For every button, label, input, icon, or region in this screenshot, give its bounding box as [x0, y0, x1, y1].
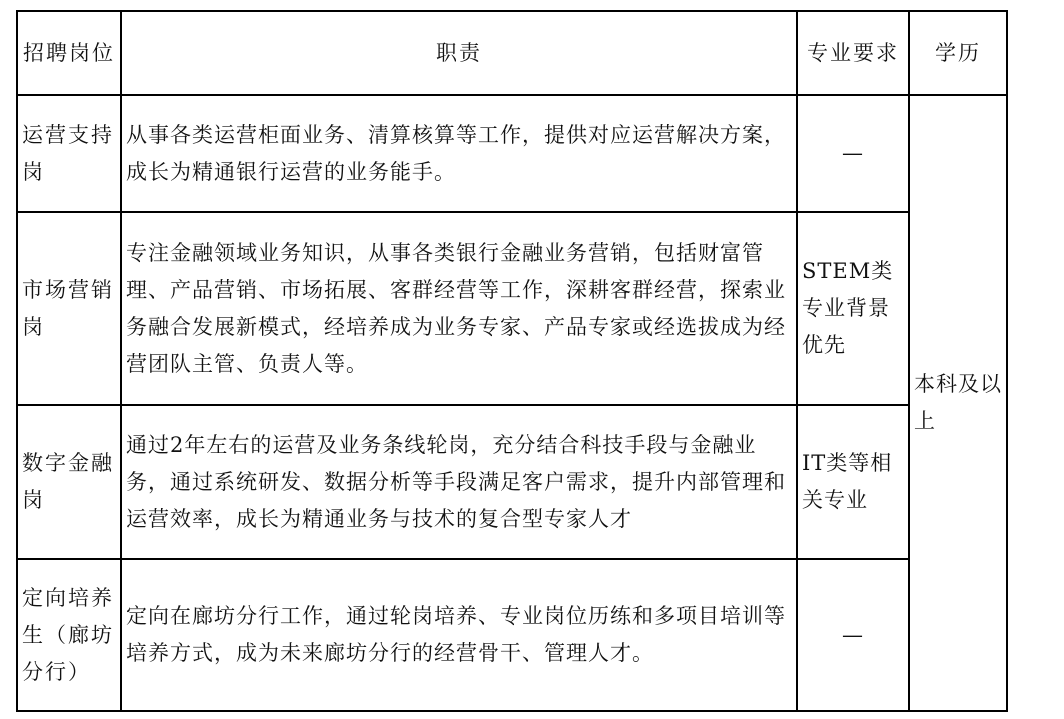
major-cell: —	[797, 559, 909, 711]
header-position: 招聘岗位	[17, 11, 121, 95]
header-duty: 职责	[121, 11, 797, 95]
position-cell: 定向培养生（廊坊分行）	[17, 559, 121, 711]
table-row	[17, 212, 1007, 405]
header-major: 专业要求	[797, 11, 909, 95]
major-cell: STEM类专业背景优先	[797, 212, 909, 405]
table-row	[17, 405, 1007, 559]
education-cell: 本科及以上	[909, 95, 1007, 711]
table-row	[17, 559, 1007, 711]
recruitment-table	[16, 10, 1008, 712]
position-cell: 运营支持岗	[17, 95, 121, 212]
major-cell: —	[797, 95, 909, 212]
duty-cell: 专注金融领域业务知识，从事各类银行金融业务营销，包括财富管理、产品营销、市场拓展、客群经营等工作，深耕客群经营，探索业务融合发展新模式，经培养成为业务专家、产品专家或经选拔成为经营团队主管、负责人等。	[121, 212, 797, 405]
duty-cell: 从事各类运营柜面业务、清算核算等工作，提供对应运营解决方案，成长为精通银行运营的业务能手。	[121, 95, 797, 212]
duty-cell: 通过2年左右的运营及业务条线轮岗，充分结合科技手段与金融业务，通过系统研发、数据分析等手段满足客户需求，提升内部管理和运营效率，成长为精通业务与技术的复合型专家人才	[121, 405, 797, 559]
position-cell: 数字金融岗	[17, 405, 121, 559]
major-cell: IT类等相关专业	[797, 405, 909, 559]
table-row	[17, 95, 1007, 212]
header-education: 学历	[909, 11, 1007, 95]
position-cell: 市场营销岗	[17, 212, 121, 405]
duty-cell: 定向在廊坊分行工作，通过轮岗培养、专业岗位历练和多项目培训等培养方式，成为未来廊坊分行的经营骨干、管理人才。	[121, 559, 797, 711]
header-row	[17, 11, 1007, 95]
